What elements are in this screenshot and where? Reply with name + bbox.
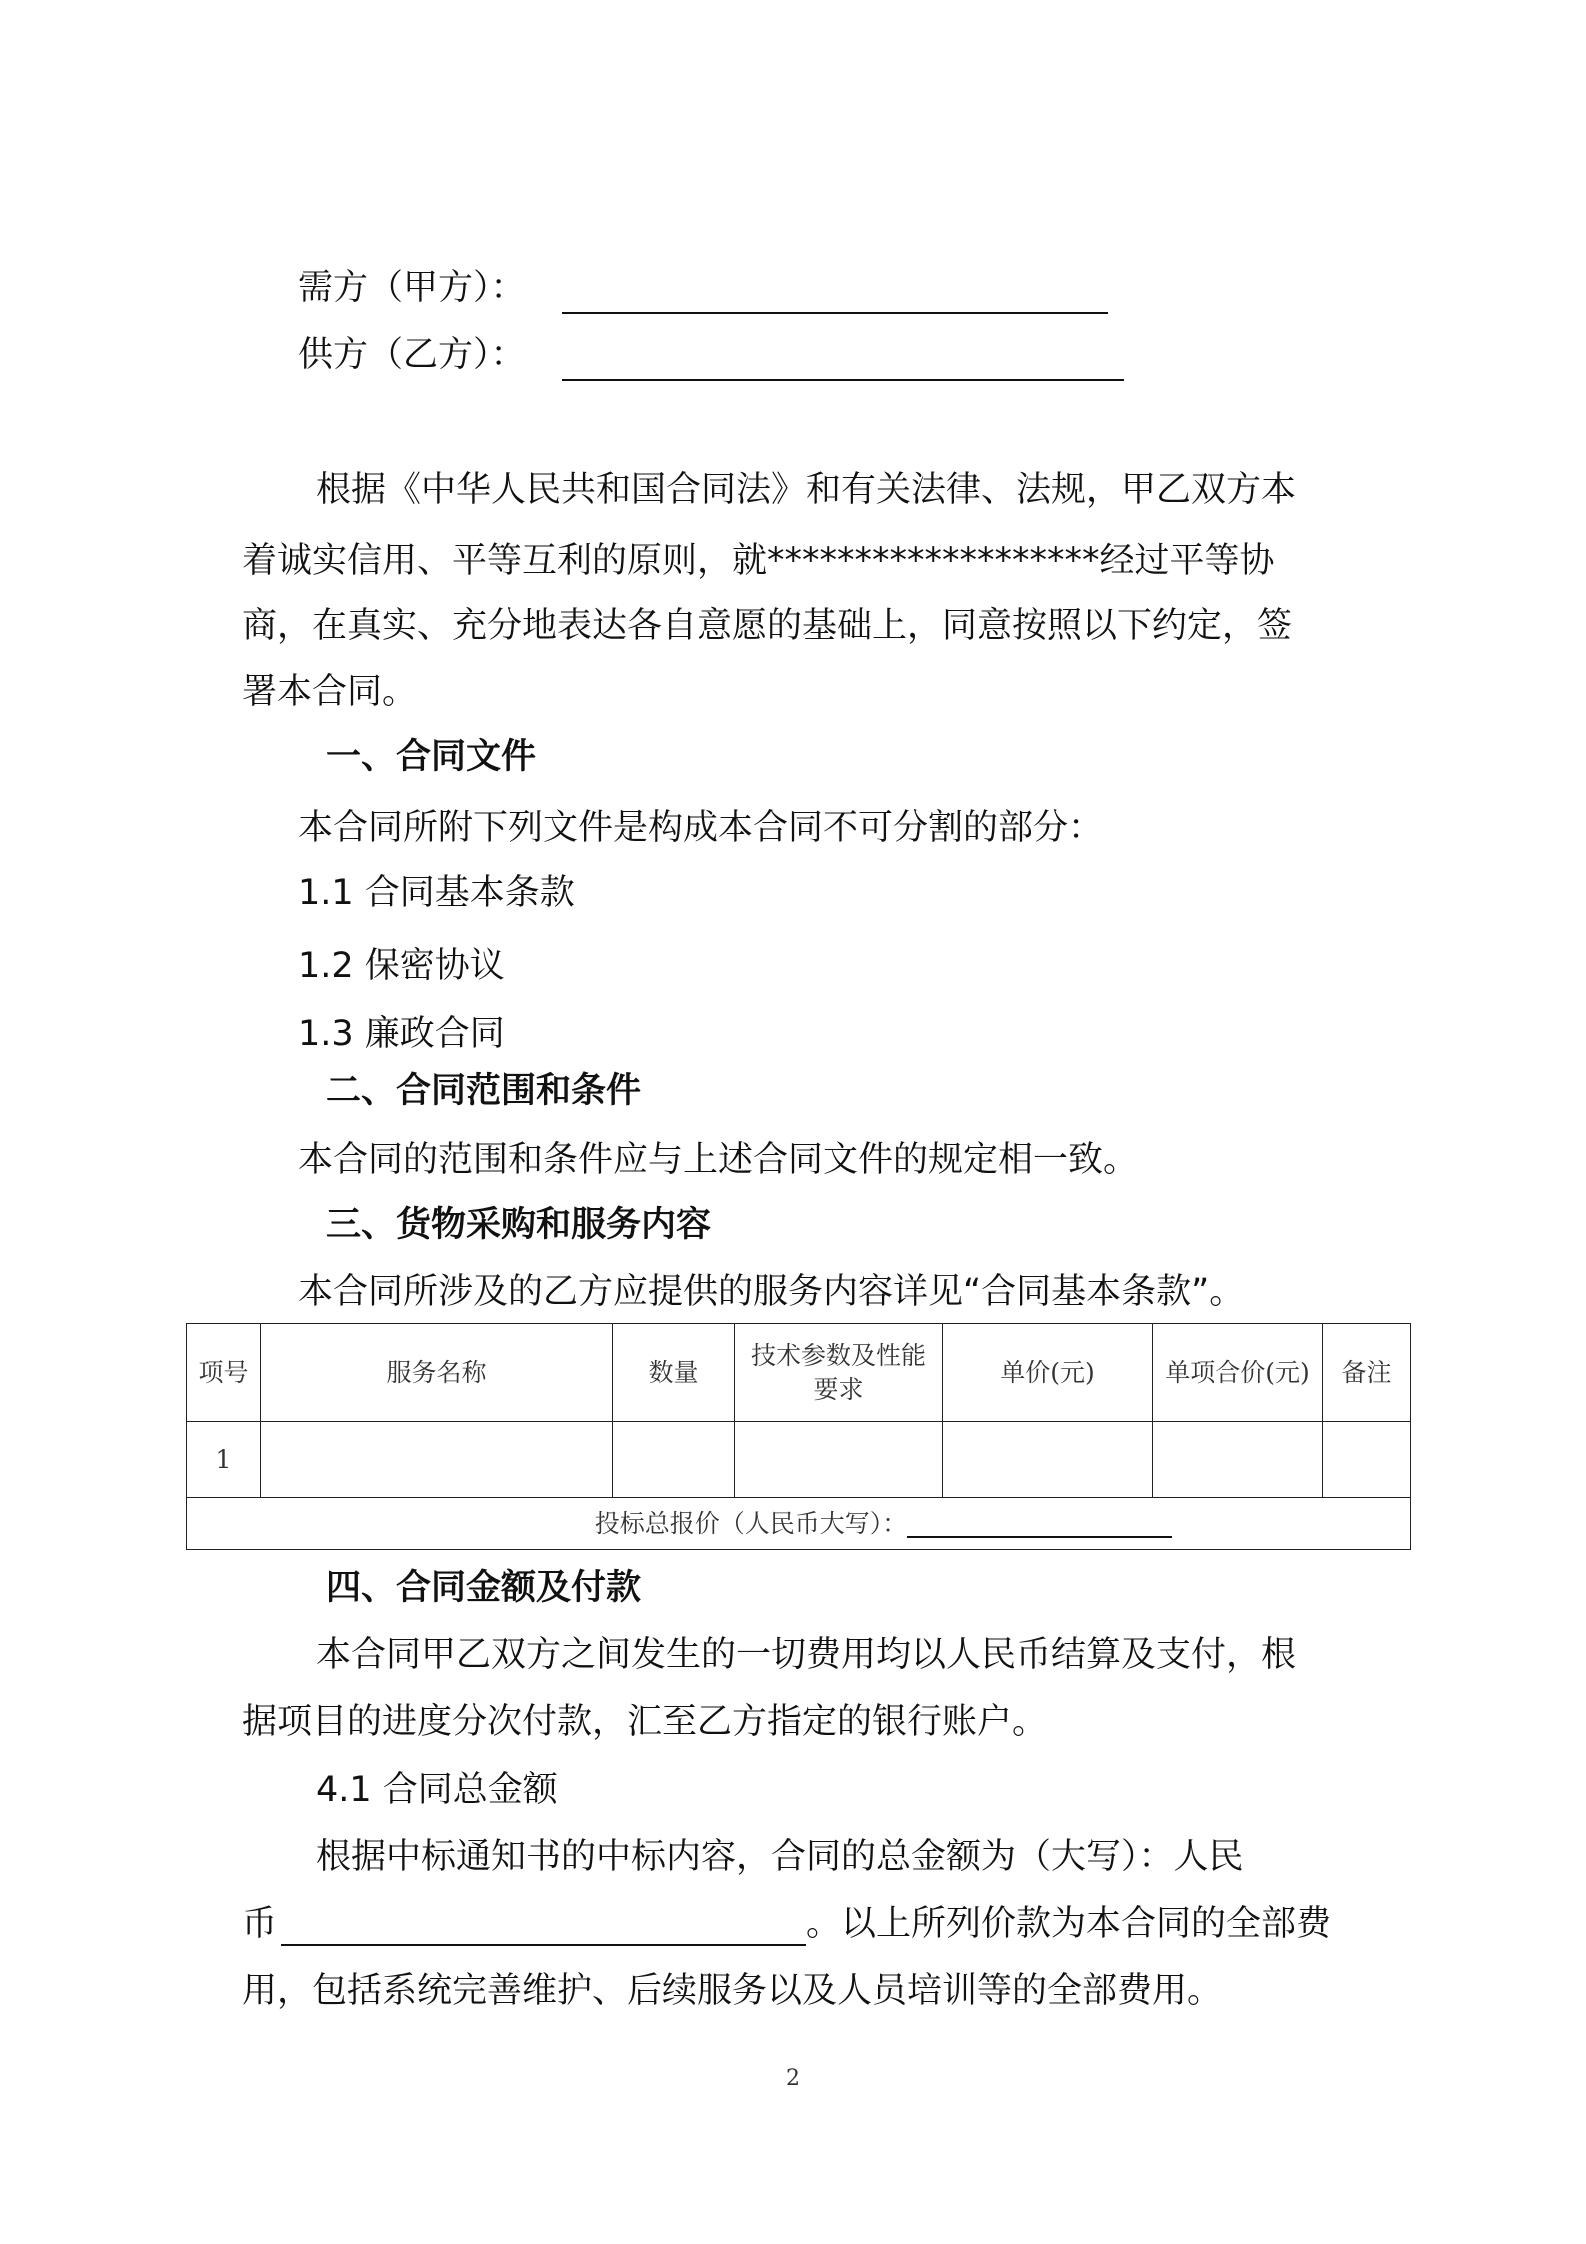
header-tech-params-line2: 要求 [813,1374,864,1404]
header-remarks: 备注 [1323,1324,1411,1422]
header-item-total: 单项合价(元) [1153,1324,1323,1422]
cell-tech-params [735,1422,943,1498]
intro-line-4: 署本合同。 [242,672,418,712]
section4-line-1: 本合同甲乙双方之间发生的一切费用均以人民币结算及支付，根 [316,1635,1297,1675]
section1-text: 本合同所附下列文件是构成本合同不可分割的部分： [298,808,1104,848]
header-item-no: 项号 [187,1324,261,1422]
header-tech-params [735,1324,943,1422]
section1-item-2: 1.2 保密协议 [298,946,505,986]
supplier-blank [562,379,1124,381]
cell-unit-price [943,1422,1153,1498]
header-tech-params-line1: 技术参数及性能 [750,1340,926,1370]
section4-sub-line-2-prefix: 币 [242,1904,278,1944]
intro-line-2: 着诚实信用、平等互利的原则，就*******************经过平等协 [242,541,1275,581]
section4-sub-line-2-suffix: 。以上所列价款为本合同的全部费 [806,1904,1332,1944]
table-row [187,1422,1411,1498]
cell-item-no: 1 [187,1422,261,1498]
supplier-label: 供方（乙方）： [298,335,526,375]
section1-item-3: 1.3 廉政合同 [298,1014,505,1054]
section4-sub-heading: 4.1 合同总金额 [316,1770,558,1810]
section3-heading: 三、货物采购和服务内容 [326,1205,712,1245]
total-price-blank [907,1510,1172,1538]
section1-item-1: 1.1 合同基本条款 [298,873,575,913]
contract-amount-blank [281,1944,806,1946]
cell-remarks [1323,1422,1411,1498]
buyer-label: 需方（甲方）： [298,268,526,308]
intro-line-1: 根据《中华人民共和国合同法》和有关法律、法规，甲乙双方本 [316,470,1297,510]
service-table [186,1323,1411,1550]
header-service-name: 服务名称 [261,1324,613,1422]
intro-line-3: 商，在真实、充分地表达各自意愿的基础上，同意按照以下约定，签 [242,606,1293,646]
header-quantity: 数量 [613,1324,735,1422]
total-price-cell [187,1498,1411,1550]
header-unit-price: 单价(元) [943,1324,1153,1422]
section3-text: 本合同所涉及的乙方应提供的服务内容详见“合同基本条款”。 [298,1272,1245,1312]
table-header-row [187,1324,1411,1422]
cell-item-total [1153,1422,1323,1498]
section4-heading: 四、合同金额及付款 [326,1568,642,1608]
section1-heading: 一、合同文件 [326,737,537,777]
cell-service-name [261,1422,613,1498]
section4-line-2: 据项目的进度分次付款，汇至乙方指定的银行账户。 [242,1702,1048,1742]
buyer-blank [562,312,1108,314]
section4-sub-line-3: 用，包括系统完善维护、后续服务以及人员培训等的全部费用。 [242,1971,1223,2011]
section2-text: 本合同的范围和条件应与上述合同文件的规定相一致。 [298,1140,1139,1180]
table-total-row [187,1498,1411,1550]
page-number: 2 [786,2066,800,2091]
total-price-label: 投标总报价（人民币大写）： [594,1508,908,1538]
section4-sub-line-1: 根据中标通知书的中标内容，合同的总金额为（大写）：人民 [316,1837,1244,1877]
section2-heading: 二、合同范围和条件 [326,1071,642,1111]
cell-quantity [613,1422,735,1498]
